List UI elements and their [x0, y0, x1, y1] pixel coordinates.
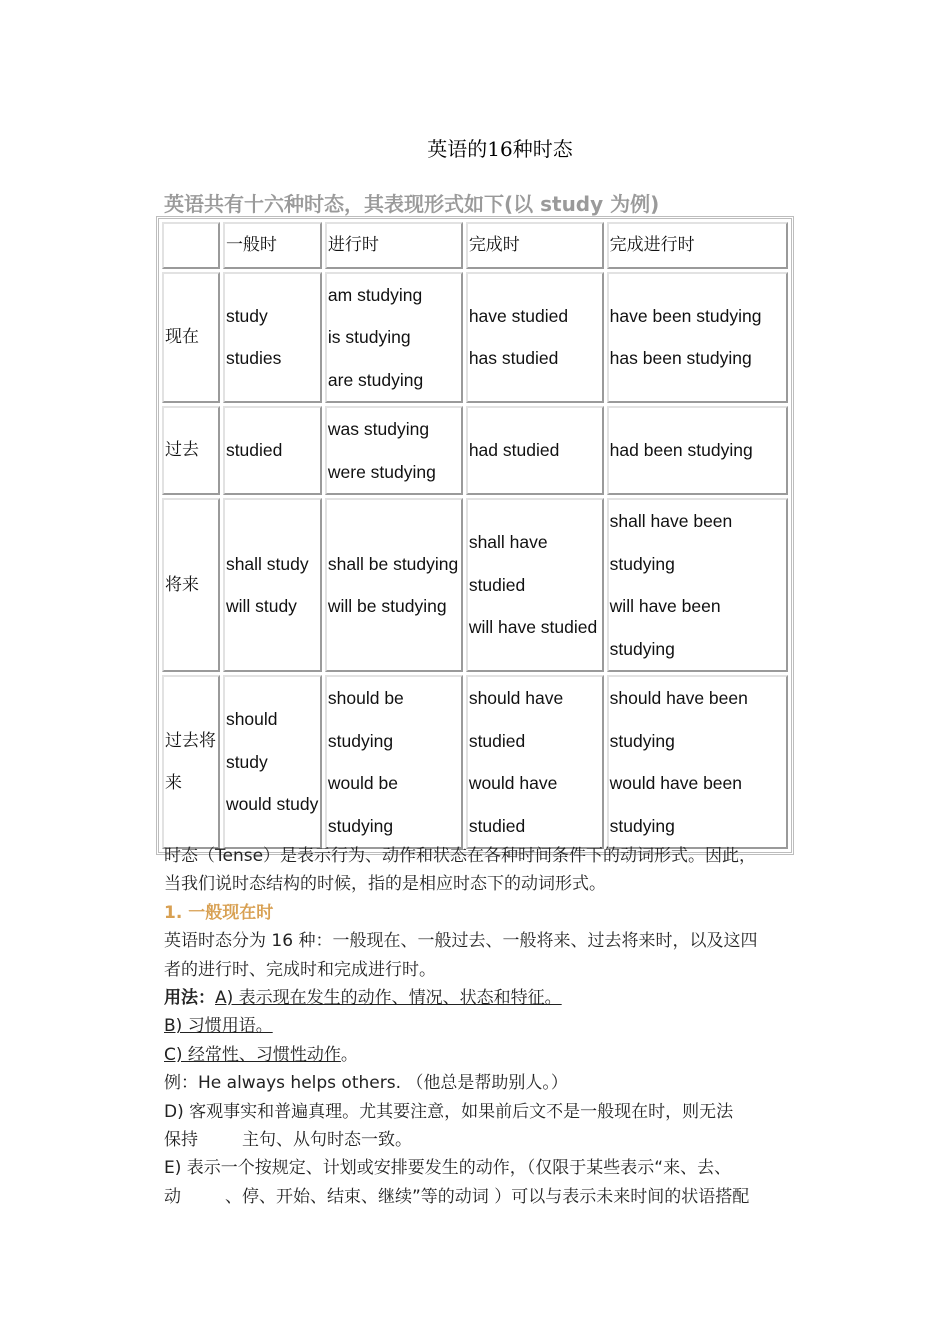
body-text — [164, 842, 804, 1211]
cell-line: should have — [468, 688, 564, 708]
cell-line: should — [225, 709, 278, 730]
cell-line: have been studying — [609, 305, 762, 326]
cell-line: am studying — [327, 284, 423, 305]
cell-line: studying — [609, 553, 675, 574]
cell-line: would have — [468, 773, 558, 793]
usage-label: 用法： — [164, 988, 215, 1009]
usage-line-d-cont — [164, 1126, 804, 1154]
cell-line: studying — [609, 638, 675, 659]
cell-line: should have been — [609, 688, 748, 708]
cell-line: have studied — [468, 305, 569, 326]
cell-line: studied — [468, 574, 526, 595]
cell-line: were studying — [327, 461, 436, 482]
header-cell-perfect-progressive: 完成进行时 — [607, 222, 788, 269]
cell-line: studying — [609, 815, 675, 836]
cell-line: study — [225, 305, 268, 326]
cell-future-progressive — [325, 498, 463, 672]
section-heading: 1. 一般现在时 — [164, 902, 274, 923]
text-span: 保持 — [164, 1130, 198, 1151]
table-caption: 英语共有十六种时态，其表现形式如下(以 study 为例) — [164, 192, 660, 216]
cell-line: are studying — [327, 369, 424, 390]
table-row-future — [162, 498, 788, 672]
cell-present-perfect — [466, 272, 604, 404]
cell-line: has studied — [468, 348, 559, 369]
cell-line: study — [225, 751, 268, 772]
cell-line: would be — [327, 773, 398, 793]
usage-line-c — [164, 1041, 804, 1069]
cell-future-simple — [223, 498, 322, 672]
row-label-future: 将来 — [162, 498, 220, 672]
cell-line: would study — [225, 794, 319, 815]
cell-future-in-past-simple — [223, 675, 322, 849]
usage-c-end: 。 — [340, 1044, 358, 1065]
usage-line-a — [164, 984, 804, 1012]
header-cell-simple: 一般时 — [223, 222, 322, 269]
page-title: 英语的16种时态 — [427, 137, 573, 161]
cell-future-in-past-progressive — [325, 675, 463, 849]
row-label-line: 来 — [165, 773, 182, 793]
usage-line-b — [164, 1012, 804, 1040]
header-cell-empty — [162, 222, 220, 269]
table-row-past — [162, 406, 788, 495]
cell-line: shall have been — [609, 511, 733, 531]
cell-line: is studying — [327, 327, 411, 347]
row-label-past: 过去 — [162, 406, 220, 495]
cell-line: should be — [327, 688, 404, 708]
text-span: 动 — [164, 1186, 181, 1207]
cell-line: had studied — [468, 440, 560, 461]
cell-present-simple — [223, 272, 322, 404]
cell-future-perfect — [466, 498, 604, 672]
cell-past-perfect-progressive — [607, 406, 788, 495]
row-label-present: 现在 — [162, 272, 220, 404]
cell-future-in-past-perfect — [466, 675, 604, 849]
cell-future-perfect-progressive — [607, 498, 788, 672]
cell-line: will have studied — [468, 617, 598, 638]
cell-past-simple — [223, 406, 322, 495]
intro-line: 时态（Tense）是表示行为、动作和状态在各种时间条件下的动词形式。因此， — [164, 846, 757, 866]
usage-c-text: C) 经常性、习惯性动作 — [164, 1044, 341, 1065]
text-span: 主句、从句时态一致。 — [242, 1130, 412, 1151]
cell-line: will have been — [609, 596, 721, 616]
usage-line-e: E) 表示一个按规定、计划或安排要发生的动作，（仅限于某些表示“来、去、 — [164, 1158, 732, 1179]
cell-line: studied — [468, 730, 526, 751]
paragraph-line: 英语时态分为 16 种：一般现在、一般过去、一般将来、过去将来时，以及这四 — [164, 931, 758, 952]
cell-line: shall have — [468, 532, 548, 553]
cell-past-progressive — [325, 406, 463, 495]
tense-table — [156, 216, 794, 855]
header-cell-progressive: 进行时 — [325, 222, 463, 269]
cell-line: was studying — [327, 419, 430, 439]
usage-a-text: A) 表示现在发生的动作、情况、状态和特征。 — [215, 988, 562, 1009]
intro-line: 当我们说时态结构的时候，指的是相应时态下的动词形式。 — [164, 874, 606, 895]
row-label-future-in-past — [162, 675, 220, 849]
cell-present-perfect-progressive — [607, 272, 788, 404]
cell-line: studied — [225, 440, 283, 461]
cell-line: studied — [468, 815, 526, 836]
cell-line: has been studying — [609, 348, 752, 369]
cell-past-perfect — [466, 406, 604, 495]
cell-line: studying — [327, 815, 394, 836]
cell-line: studies — [225, 348, 282, 369]
cell-present-progressive — [325, 272, 463, 404]
usage-b-text: B) 习惯用语。 — [164, 1016, 273, 1037]
cell-line: would have been — [609, 773, 742, 793]
cell-line: shall be studying — [327, 553, 459, 574]
cell-line: had been studying — [609, 440, 753, 461]
table-header-row — [162, 222, 788, 269]
row-label-line: 过去将 — [165, 730, 216, 751]
cell-line: will study — [225, 596, 297, 616]
cell-line: shall study — [225, 553, 309, 574]
usage-line-e-cont — [164, 1183, 804, 1211]
cell-future-in-past-perfect-progressive — [607, 675, 788, 849]
example-line: 例：He always helps others. （他总是帮助别人。） — [164, 1073, 568, 1094]
cell-line: studying — [327, 730, 394, 751]
table-row-future-in-past — [162, 675, 788, 849]
table-row-present — [162, 272, 788, 404]
cell-line: studying — [609, 730, 675, 751]
paragraph-line: 者的进行时、完成时和完成进行时。 — [164, 959, 436, 980]
cell-line: will be studying — [327, 596, 447, 616]
header-cell-perfect: 完成时 — [466, 222, 604, 269]
usage-line-d: D) 客观事实和普遍真理。尤其要注意，如果前后文不是一般现在时，则无法 — [164, 1101, 734, 1122]
text-span: 、停、开始、结束、继续”等的动词 ）可以与表示未来时间的状语搭配 — [225, 1186, 750, 1207]
